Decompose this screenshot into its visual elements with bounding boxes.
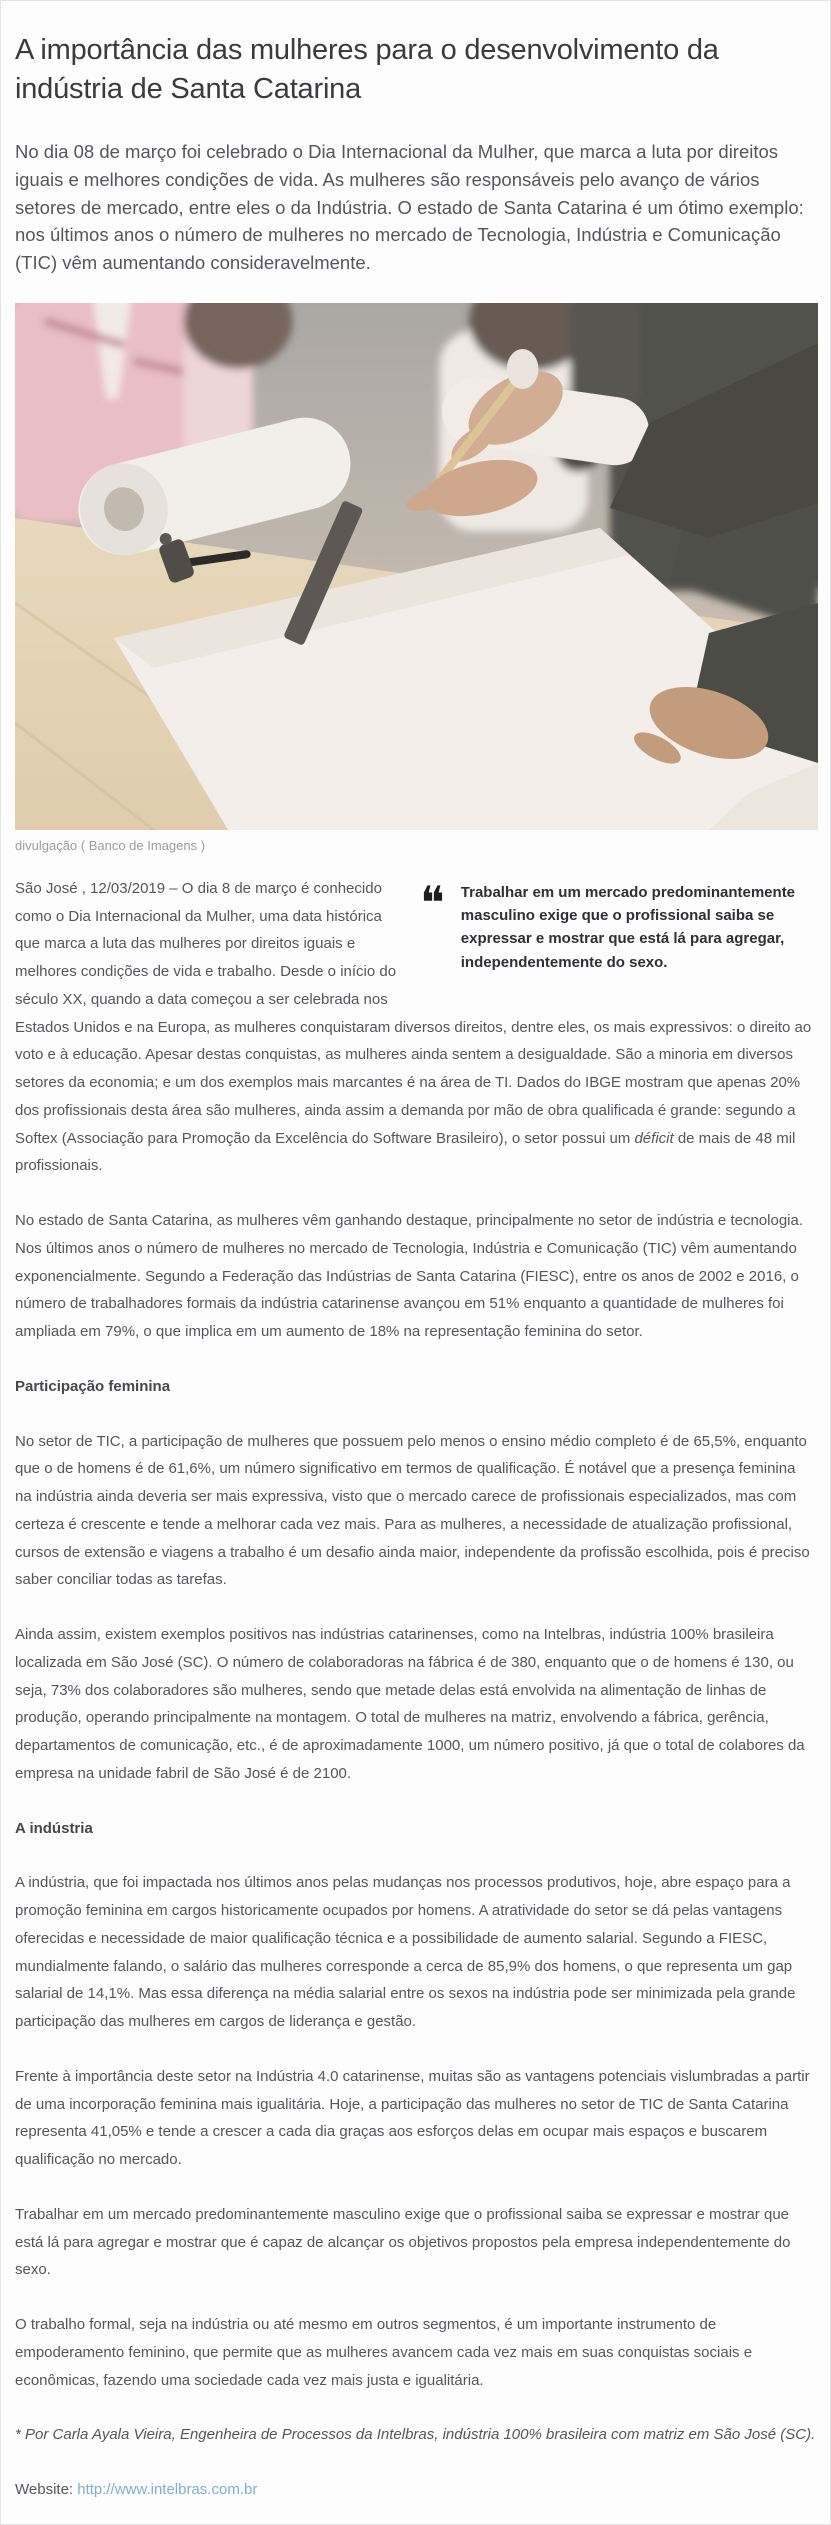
meeting-table-photo-illustration — [15, 303, 818, 830]
paragraph-4: Ainda assim, existem exemplos positivos nas indústrias catarinenses, como na Intelbras, indústria 100% brasileira localizada em São José (SC). O número de colaboradoras na fábrica é de 380, enquanto que o de homens é 130, ou seja, 73% dos colaboradores são mulheres, sendo que metade delas está envolvida na alimentação de linhas de produção, operando principalmente na montagem. O total de mulheres na matriz, envolvendo a fábrica, gerência, departamentos de comunicação, etc., é de aproximadamente 1000, um número positivo, já que o total de colabores da empresa na unidade fabril de São José é de 2100. — [15, 1626, 805, 1782]
paragraph-1-text: São José , 12/03/2019 – O dia 8 de março é conhecido como o Dia Internacional da Mulher, uma data histórica que marca a luta das mulheres por direitos iguais e melhores condições de vida e trabalho. Desde o início do século XX, quando a data começou a ser celebrada nos Estados Unidos e na Europa, as mulheres conquistaram diversos direitos, dentre eles, os mais expressivos: o direito ao voto e à educação. Apesar destas conquistas, as mulheres ainda sentem a desigualdade. São a minoria em diversos setores da economia; e um dos exemplos mais marcantes é na área de TI. Dados do IBGE mostram que apenas 20% dos profissionais desta área são mulheres, ainda assim a demanda por mão de obra qualificada é grande: segundo a Softex (Associação para Promoção da Excelência do Software Brasileiro), o setor possui um — [15, 879, 812, 1147]
paragraph-1-tail: de mais de 48 mil profissionais. — [15, 1129, 796, 1175]
paragraph-1-italic: déficit — [634, 1129, 674, 1147]
author-byline: * Por Carla Ayala Vieira, Engenheira de Processos da Intelbras, indústria 100% brasileira com matriz em São José (SC). — [15, 2426, 816, 2444]
website-row — [15, 2476, 816, 2504]
section-heading-participacao-feminina: Participação feminina — [15, 1377, 171, 1395]
page-title: A importância das mulheres para o desenvolvimento da indústria de Santa Catarina — [15, 34, 719, 105]
paragraph-8: O trabalho formal, seja na indústria ou até mesmo em outros segmentos, é um importante instrumento de empoderamento feminino, que permite que as mulheres avancem cada vez mais em suas conquistas sociais e econômicas, fazendo uma sociedade cada vez mais justa e igualitária. — [15, 2316, 753, 2389]
article-photo — [15, 303, 816, 830]
quote-icon: ❝ — [420, 875, 445, 930]
website-label: Website: — [15, 2481, 78, 2499]
lead-paragraph: No dia 08 de março foi celebrado o Dia Internacional da Mulher, que marca a luta por direitos iguais e melhores condições de vida. As mulheres são responsáveis pelo avanço de vários setores de mercado, entre eles o da Indústria. O estado de Santa Catarina é um ótimo exemplo: nos últimos anos o número de mulheres no mercado de Tecnologia, Indústria e Comunicação (TIC) vêm aumentando consideravelmente. — [15, 141, 804, 274]
website-link[interactable]: http://www.intelbras.com.br — [77, 2481, 258, 2499]
paragraph-3: No setor de TIC, a participação de mulheres que possuem pelo menos o ensino médio completo é de 65,5%, enquanto que o de homens é de 61,6%, um número significativo em termos de qualificação. É notável que a presença feminina na indústria ainda deveria ser mais expressiva, visto que o mercado carece de profissionais especializados, mas com certeza é crescente e tende a melhorar cada vez mais. Para as mulheres, a necessidade de atualização profissional, cursos de extensão e viagens a trabalho é um desafio ainda maior, independente da profissão escolhida, pois é preciso saber conciliar todas as tarefas. — [15, 1432, 810, 1589]
paragraph-6: Frente à importância deste setor na Indústria 4.0 catarinense, muitas são as vantagens potenciais vislumbradas a partir de uma incorporação feminina mais igualitária. Hoje, a participação das mulheres no setor de TIC de Santa Catarina representa 41,05% e tende a crescer a cada dia graças aos esforços delas em ocupar mais espaços e buscarem qualificação no mercado. — [15, 2067, 810, 2169]
paragraph-2: No estado de Santa Catarina, as mulheres vêm ganhando destaque, principalmente no setor de indústria e tecnologia. Nos últimos anos o número de mulheres no mercado de Tecnologia, Indústria e Comunicação (TIC) vêm aumentando exponencialmente. Segundo a Federação das Indústrias de Santa Catarina (FIESC), entre os anos de 2002 e 2016, o número de trabalhadores formais da indústria catarinense avançou em 51% enquanto a quantidade de mulheres foi ampliada em 79%, o que implica em um aumento de 18% na representação feminina do setor. — [15, 1212, 803, 1341]
section-heading-a-industria: A indústria — [15, 1819, 93, 1837]
paragraph-7: Trabalhar em um mercado predominantemente masculino exige que o profissional saiba se expressar e mostrar que está lá para agregar e mostrar que é capaz de alcançar os objetivos propostos pela empresa independentemente do sexo. — [15, 2205, 791, 2279]
paragraph-5: A indústria, que foi impactada nos últimos anos pelas mudanças nos processos produtivos, hoje, abre espaço para a promoção feminina em cargos historicamente ocupados por homens. A atratividade do setor se dá pelas vantagens oferecidas e necessidade de maior qualificação técnica e a possibilidade de aumento salarial. Segundo a FIESC, mundialmente falando, o salário das mulheres corresponde a cerca de 85,9% dos homens, o que representa um gap salarial de 14,1%. Mas essa diferença na média salarial entre os sexos na indústria pode ser minimizada pela grande participação das mulheres em cargos de liderança e gestão. — [15, 1874, 796, 2031]
photo-caption: divulgação ( Banco de Imagens ) — [15, 837, 206, 853]
pull-quote — [420, 875, 816, 1001]
quote-text: Trabalhar em um mercado predominantemente masculino exige que o profissional saiba se expressar e mostrar que está lá para agregar, independentemente do sexo. — [460, 883, 796, 971]
